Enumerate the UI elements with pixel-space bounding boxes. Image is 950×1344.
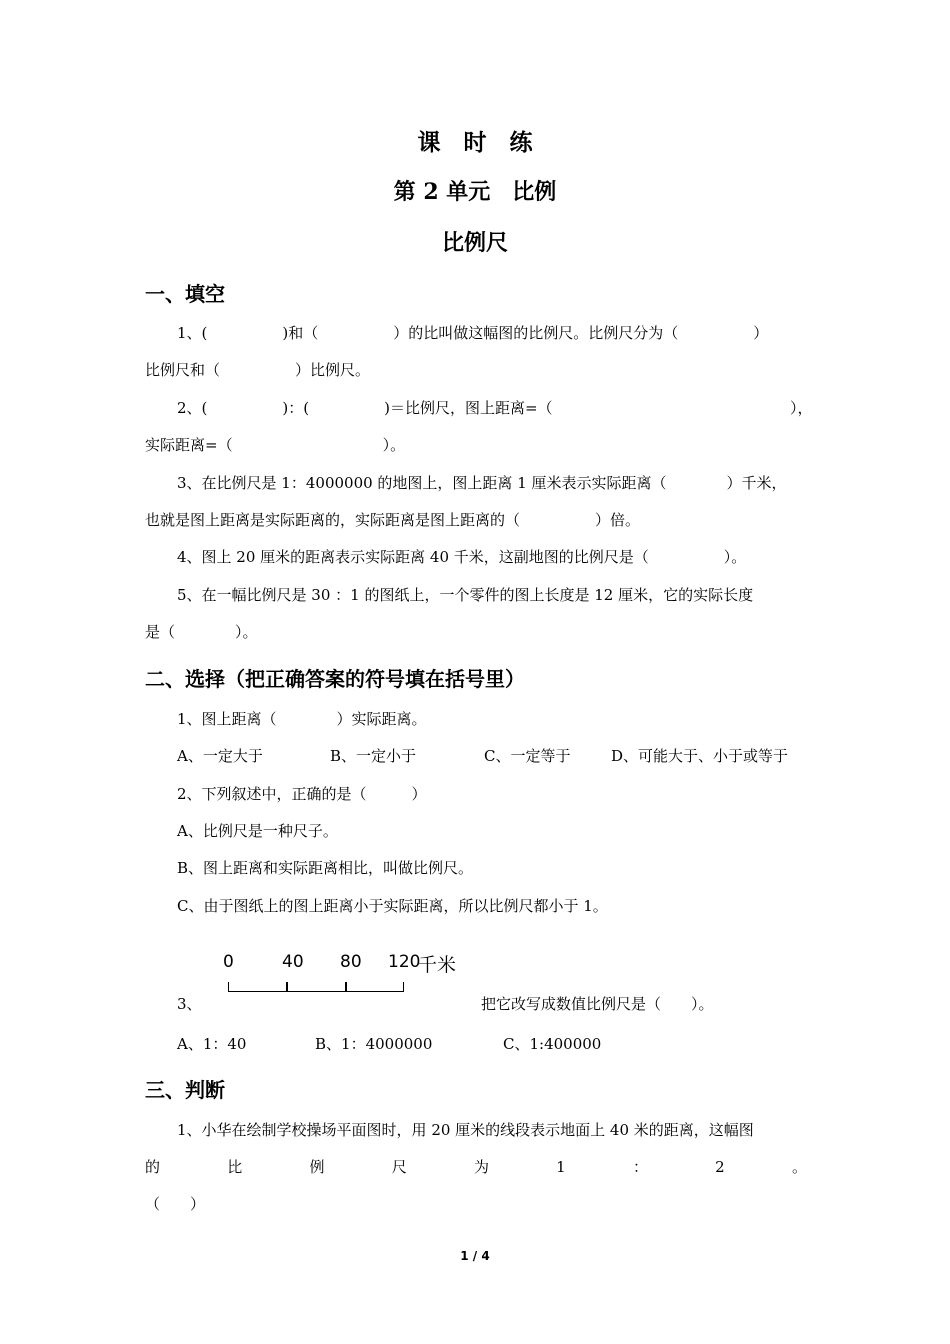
line-scale-figure: [220, 952, 470, 997]
question-3-1-answer-blank: （ ）: [145, 1195, 206, 1213]
lesson-title: 比例尺: [441, 230, 508, 256]
scale-label-0: 0: [223, 952, 234, 972]
option-2-3-b: B、1：4000000: [315, 1035, 433, 1053]
word: 2: [715, 1158, 725, 1176]
question-1-1-line-a: 1、( )和（ ）的比叫做这幅图的比例尺。比例尺分为（ ）: [177, 324, 769, 342]
option-2-1-d: D、可能大于、小于或等于: [611, 747, 789, 765]
question-1-5-line-b: 是（ ）。: [145, 623, 258, 641]
word: 。: [791, 1158, 807, 1176]
question-2-2: 2、下列叙述中，正确的是（ ）: [177, 785, 427, 803]
question-3-1-line-b: [145, 1157, 807, 1177]
word: 例: [309, 1158, 325, 1176]
word: 比: [227, 1158, 243, 1176]
option-2-2-a: A、比例尺是一种尺子。: [177, 822, 338, 840]
option-2-2-b: B、图上距离和实际距离相比，叫做比例尺。: [177, 859, 474, 877]
question-2-3-number: 3、: [177, 995, 202, 1013]
scale-label-80: 80: [340, 952, 362, 972]
word: 1: [556, 1158, 566, 1176]
scale-bar: [228, 982, 404, 992]
question-1-2-line-a: 2、( )：( )＝比例尺，图上距离=（: [177, 399, 553, 417]
page-number: 1 / 4: [460, 1249, 490, 1263]
option-2-3-c: C、1:400000: [503, 1035, 602, 1053]
question-1-4: 4、图上 20 厘米的距离表示实际距离 40 千米，这副地图的比例尺是（ ）。: [177, 548, 747, 566]
scale-label-40: 40: [282, 952, 304, 972]
question-1-3-line-a: 3、在比例尺是 1：4000000 的地图上，图上距离 1 厘米表示实际距离（ ）千米，: [177, 474, 787, 492]
scale-unit: 千米: [418, 954, 457, 976]
unit-title: 第 2 单元 比例: [393, 179, 557, 205]
question-3-1-line-a: 1、小华在绘制学校操场平面图时，用 20 厘米的线段表示地面上 40 米的距离，这幅图: [177, 1121, 754, 1139]
question-1-5-line-a: 5、在一幅比例尺是 30 ：1 的图纸上，一个零件的图上长度是 12 厘米，它的实际长度: [177, 586, 754, 604]
doc-title: 课 时 练: [417, 129, 533, 156]
scale-tick: [345, 982, 347, 992]
option-2-1-c: C、一定等于: [484, 747, 571, 765]
word: 的: [145, 1158, 161, 1176]
section-heading-judge: 三、判断: [145, 1078, 225, 1102]
scale-tick: [286, 982, 288, 992]
question-2-1: 1、图上距离（ ）实际距离。: [177, 710, 427, 728]
scale-label-120: 120: [388, 952, 421, 972]
word: 尺: [391, 1158, 407, 1176]
question-1-2-line-b: 实际距离=（ ）。: [145, 436, 406, 454]
option-2-1-b: B、一定小于: [330, 747, 417, 765]
question-1-2-line-a-end: ），: [790, 399, 813, 417]
option-2-2-c: C、由于图纸上的图上距离小于实际距离，所以比例尺都小于 1。: [177, 897, 608, 915]
section-heading-choice: 二、选择（把正确答案的符号填在括号里）: [145, 667, 525, 691]
question-1-1-line-b: 比例尺和（ ）比例尺。: [145, 361, 371, 379]
question-2-3-text: 把它改写成数值比例尺是（ ）。: [481, 995, 714, 1013]
option-2-1-a: A、一定大于: [177, 747, 263, 765]
word: 为: [473, 1158, 489, 1176]
question-1-3-line-b: 也就是图上距离是实际距离的，实际距离是图上距离的（ ）倍。: [145, 511, 641, 529]
option-2-3-a: A、1：40: [177, 1035, 247, 1053]
section-heading-fill: 一、填空: [145, 282, 225, 306]
word: ：: [632, 1158, 648, 1176]
